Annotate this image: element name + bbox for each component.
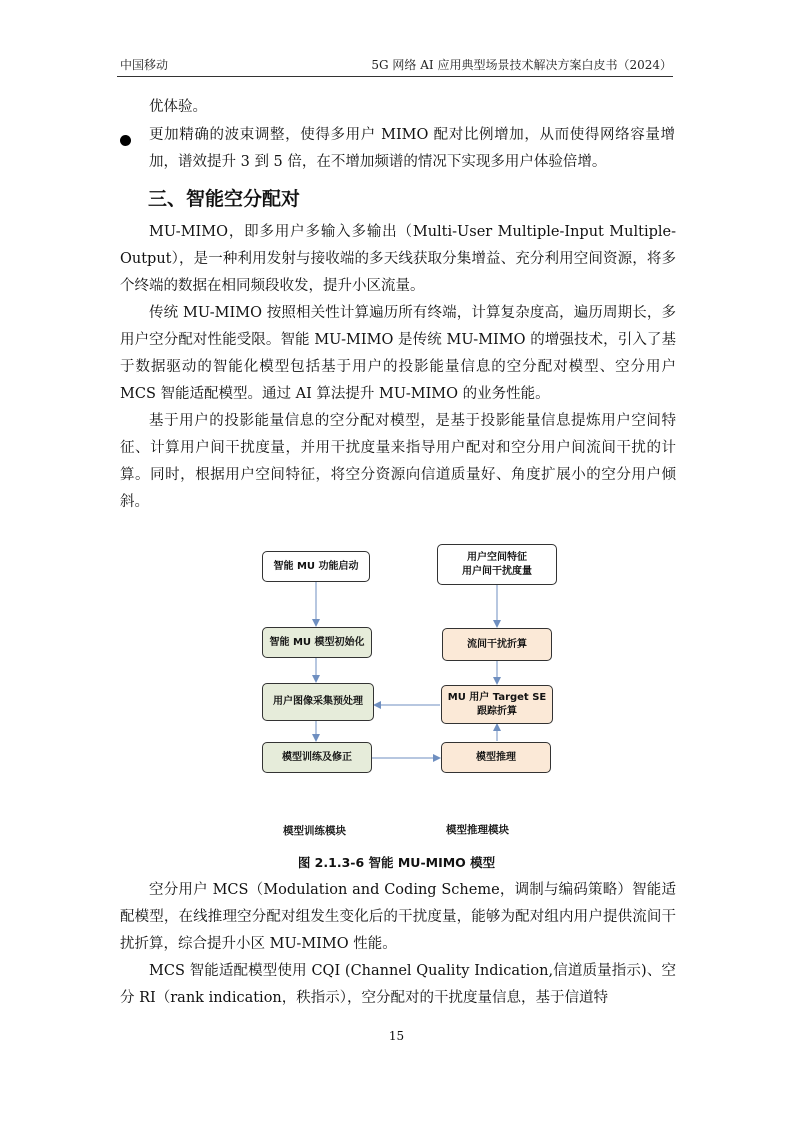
box-target-se-line2: 跟踪折算 <box>477 705 517 717</box>
section-heading: 三、智能空分配对 <box>148 188 301 210</box>
box-user-spatial-features-line1: 用户空间特征 <box>467 551 527 563</box>
box-mu-start: 智能 MU 功能启动 <box>262 551 370 582</box>
label-inference-module: 模型推理模块 <box>446 824 509 836</box>
label-training-module: 模型训练模块 <box>283 825 346 837</box>
box-model-train: 模型训练及修正 <box>262 742 372 773</box>
page-number: 15 <box>388 1029 405 1043</box>
box-model-inference: 模型推理 <box>441 742 551 773</box>
header-right-title: 5G 网络 AI 应用典型场景技术解决方案白皮书（2024） <box>371 58 672 72</box>
bullet-paragraph: 更加精确的波束调整，使得多用户 MIMO 配对比例增加，从而使得网络容量增加，谱效提升 3 到 5 倍，在不增加频谱的情况下实现多用户体验倍增。 <box>149 127 675 170</box>
box-flow-interference: 流间干扰折算 <box>442 628 552 661</box>
paragraph-projection-model: 基于用户的投影能量信息的空分配对模型，是基于投影能量信息提炼用户空间特征、计算用户间干扰度量，并用干扰度量来指导用户配对和空分用户间流间干扰的计算。同时，根据用户空间特征，将空分资源向信道质量好、角度扩展小的空分用户倾斜。 <box>120 413 676 510</box>
paragraph-mu-mimo-definition: MU-MIMO，即多用户多输入多输出（Multi-User Multiple-Input Multiple-Output），是一种利用发射与接收端的多天线获取分集增益、充分利用空间资源，将多个终端的数据在相同频段收发，提升小区流量。 <box>120 224 676 294</box>
box-image-preprocess: 用户图像采集预处理 <box>262 683 374 721</box>
paragraph-continuation: 优体验。 <box>149 99 207 115</box>
header-divider <box>117 76 673 77</box>
bullet-icon <box>120 135 131 146</box>
figure-caption: 图 2.1.3-6 智能 MU-MIMO 模型 <box>297 855 496 870</box>
header-left-org: 中国移动 <box>120 58 169 72</box>
paragraph-traditional-mu-mimo: 传统 MU-MIMO 按照相关性计算遍历所有终端，计算复杂度高，遍历周期长，多用户空分配对性能受限。智能 MU-MIMO 是传统 MU-MIMO 的增强技术，引入了基于数据驱动的智能化模型包括基于用户的投影能量信息的空分配对模型、空分用户 MCS 智能适配模型。通过 AI 算法提升 MU-MIMO 的业务性能。 <box>120 305 676 402</box>
box-mu-model-init: 智能 MU 模型初始化 <box>262 627 372 658</box>
box-user-spatial-features-line2: 用户间干扰度量 <box>462 565 532 577</box>
box-target-se-tracking <box>441 685 553 724</box>
paragraph-mcs-adaptation: 空分用户 MCS（Modulation and Coding Scheme，调制与编码策略）智能适配模型，在线推理空分配对组发生变化后的干扰度量，能够为配对组内用户提供流间干扰折算，综合提升小区 MU-MIMO 性能。 <box>120 882 676 952</box>
box-target-se-line1: MU 用户 Target SE <box>447 691 547 703</box>
box-user-spatial-features <box>437 544 557 585</box>
paragraph-mcs-inputs: MCS 智能适配模型使用 CQI (Channel Quality Indication,信道质量指示)、空分 RI（rank indication，秩指示），空分配对的干扰度量信息，基于信道特 <box>120 963 676 1006</box>
